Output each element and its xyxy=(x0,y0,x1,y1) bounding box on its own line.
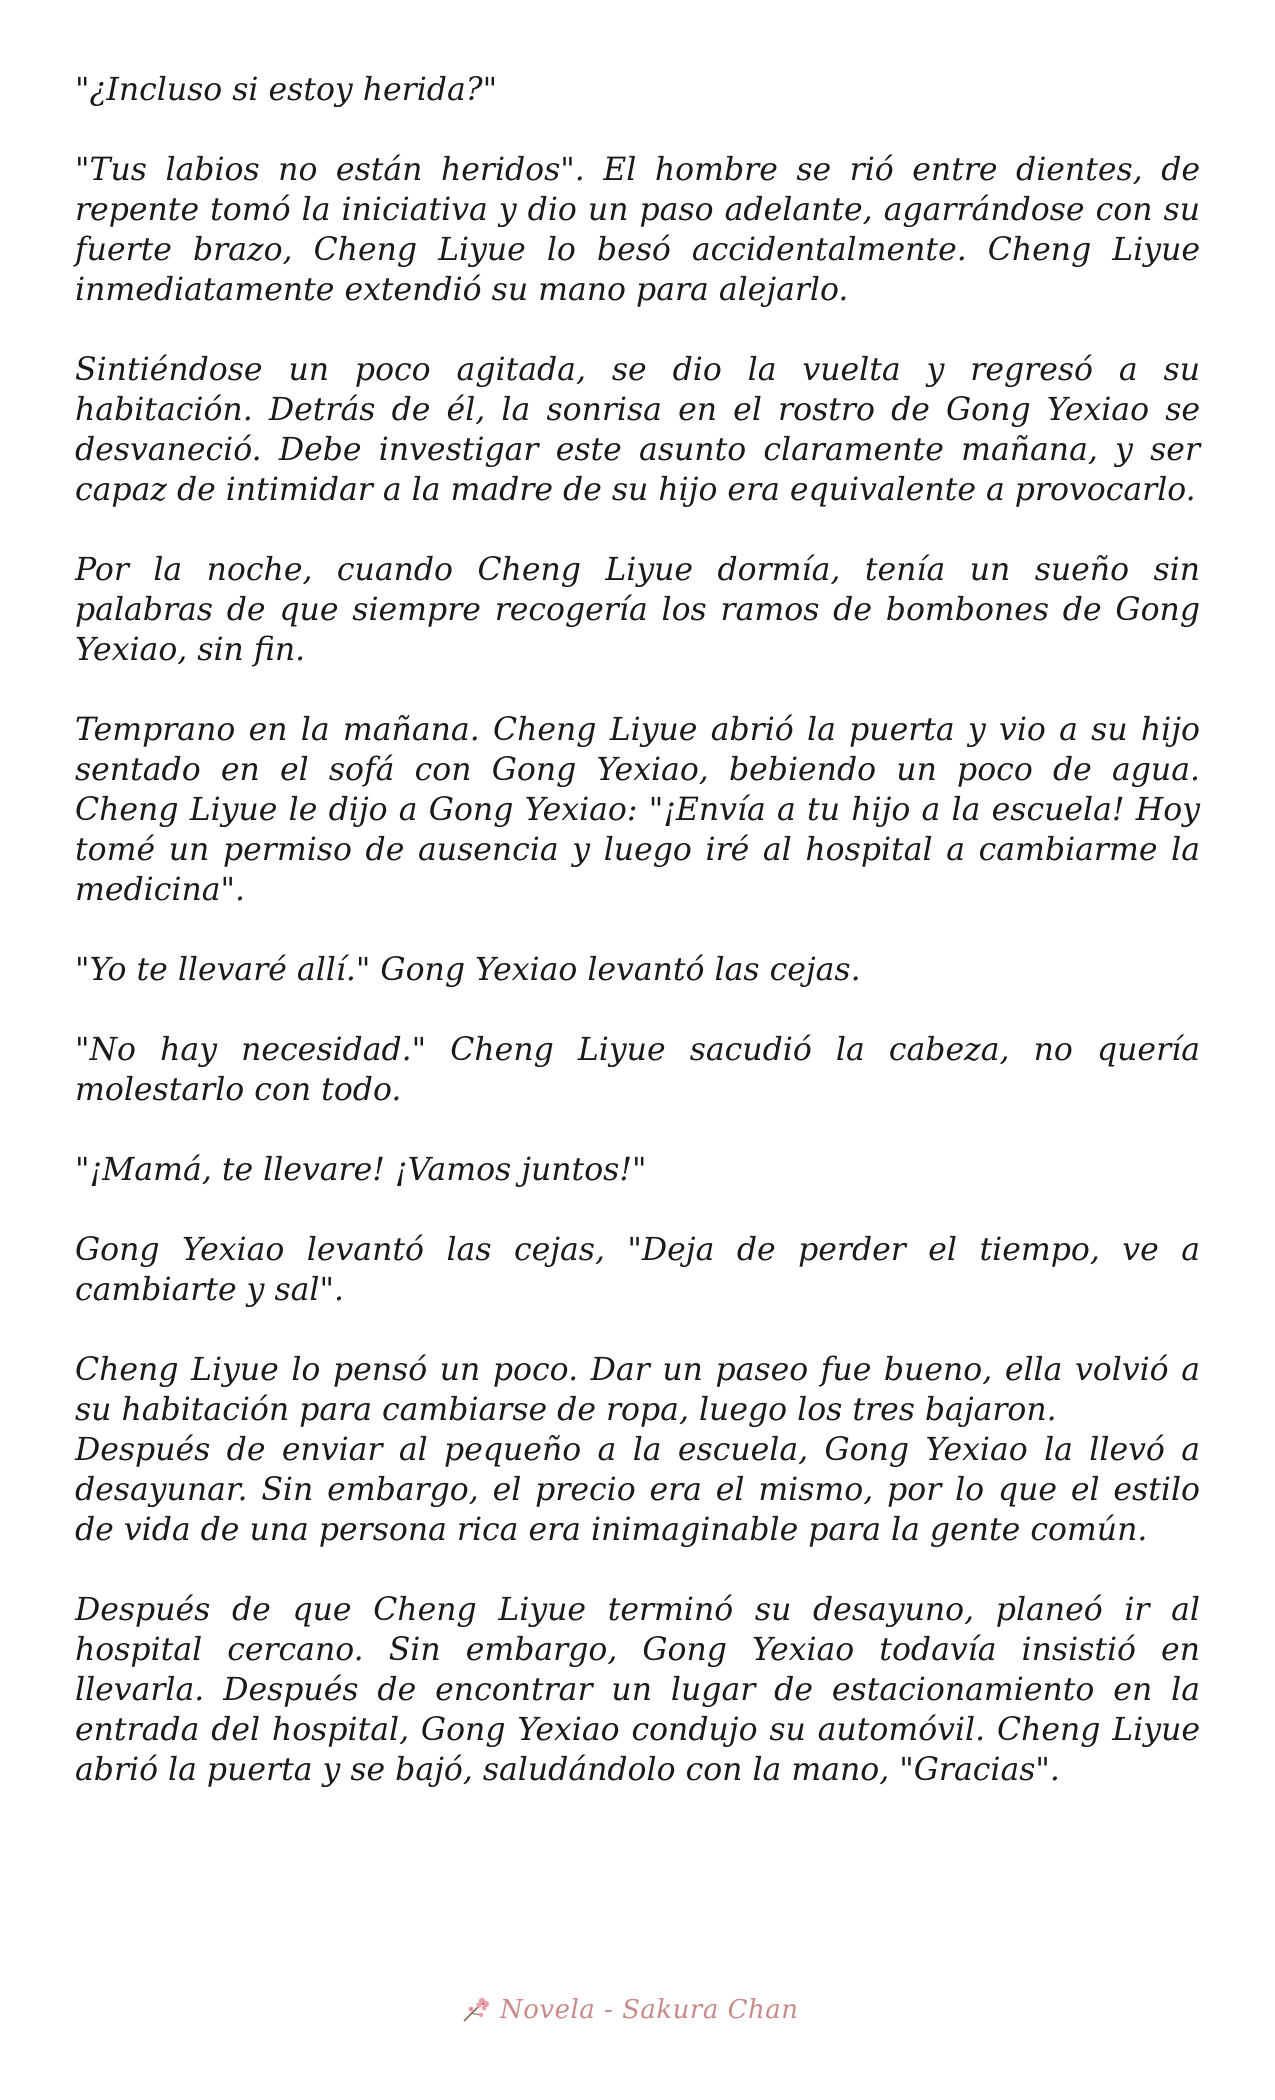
paragraph: Temprano en la mañana. Cheng Liyue abrió la puerta y vio a su hijo sentado en el sofá con Gong Yexiao, bebiendo un poco de agua. Cheng Liyue le dijo a Gong Yexiao: "¡Envía a tu hijo a la escuela! Hoy tomé un permiso de ausencia y luego iré al hospital a cambiarme la medicina". xyxy=(75,712,1200,908)
paragraph: "Yo te llevaré allí." Gong Yexiao levantó las cejas. xyxy=(75,952,861,988)
paragraph: Cheng Liyue lo pensó un poco. Dar un paseo fue bueno, ella volvió a su habitación para cambiarse de ropa, luego los tres bajaron. Después de enviar al pequeño a la escuela, Gong Yexiao la llevó a desayunar. Sin embargo, el precio era el mismo, por lo que el estilo de vida de una persona rica era inimaginable para la gente común. xyxy=(75,1352,1200,1548)
paragraph: Por la noche, cuando Cheng Liyue dormía, tenía un sueño sin palabras de que siempre recogería los ramos de bombones de Gong Yexiao, sin fin. xyxy=(75,552,1200,668)
cherry-blossom-icon xyxy=(460,1995,494,2025)
watermark xyxy=(460,1995,799,2025)
paragraph: "¿Incluso si estoy herida?" xyxy=(75,72,498,108)
paragraph: "¡Mamá, te llevare! ¡Vamos juntos!" xyxy=(75,1152,647,1188)
paragraph: Sintiéndose un poco agitada, se dio la vuelta y regresó a su habitación. Detrás de él, la sonrisa en el rostro de Gong Yexiao se desvaneció. Debe investigar este asunto claramente mañana, y ser capaz de intimidar a la madre de su hijo era equivalente a provocarlo. xyxy=(75,352,1200,508)
watermark-text: Novela - Sakura Chan xyxy=(500,1995,799,2025)
paragraph: Después de que Cheng Liyue terminó su desayuno, planeó ir al hospital cercano. Sin embargo, Gong Yexiao todavía insistió en llevarla. Después de encontrar un lugar de estacionamiento en la entrada del hospital, Gong Yexiao condujo su automóvil. Cheng Liyue abrió la puerta y se bajó, saludándolo con la mano, "Gracias". xyxy=(75,1592,1200,1788)
document-body xyxy=(75,70,1200,1830)
paragraph: "Tus labios no están heridos". El hombre se rió entre dientes, de repente tomó la iniciativa y dio un paso adelante, agarrándose con su fuerte brazo, Cheng Liyue lo besó accidentalmente. Cheng Liyue inmediatamente extendió su mano para alejarlo. xyxy=(75,152,1200,308)
paragraph: Gong Yexiao levantó las cejas, "Deja de perder el tiempo, ve a cambiarte y sal". xyxy=(75,1232,1200,1308)
paragraph: "No hay necesidad." Cheng Liyue sacudió la cabeza, no quería molestarlo con todo. xyxy=(75,1032,1200,1108)
